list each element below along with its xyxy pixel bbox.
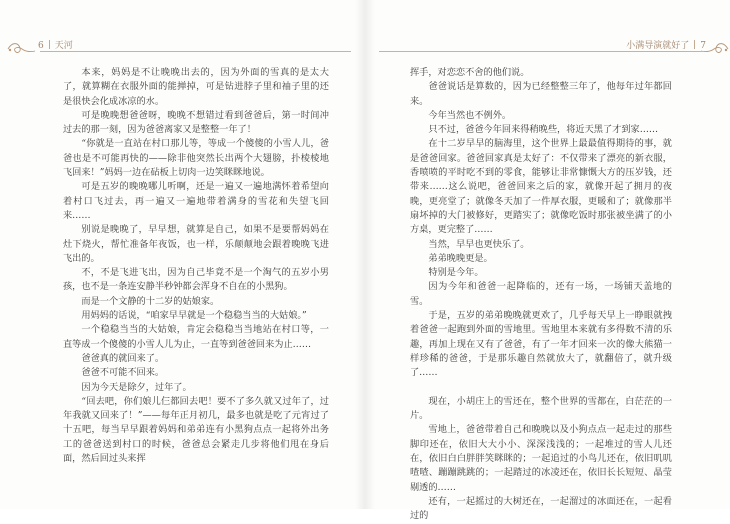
paragraph: 别说是晚晚了，早早想，就算是自己，如果不是要帮妈妈在灶下烧火，帮忙准备年夜饭，也一样，乐颠颠地会跟着晚晚飞进飞出的。 bbox=[63, 224, 329, 264]
paragraph: 因为今天是除夕，过年了。 bbox=[81, 381, 192, 393]
flourish-ornament-icon bbox=[6, 40, 36, 58]
paragraph: 爸爸真的就回来了。 bbox=[81, 352, 165, 364]
page-number: 7 bbox=[700, 41, 706, 51]
running-head-left bbox=[38, 38, 73, 51]
body-text bbox=[410, 66, 672, 524]
header-title: 天河 bbox=[54, 41, 73, 51]
paragraph: 只不过，爸爸今年回来得稍晚些，将近天黑了才到家…… bbox=[428, 124, 659, 136]
paragraph: 在十二岁早早的脑海里，这个世界上最最值得期待的事，就是爸爸回家。爸爸回家真是太好了：不仅带来了漂亮的新衣服，香喷喷的平时吃不到的零食，能够让非常慷慨大方的压岁钱，还带来……这么说吧，爸爸回来之后的家，就像开起了拥月的夜晚，更亮堂了；就像冬天加了一件厚衣服，更暖和了；就像那半扇坏掉的大门被修好，更踏实了；就像吃饭时那张被坐满了的小方桌，更完整了…… bbox=[410, 138, 672, 236]
paragraph: 本来，妈妈是不让晚晚出去的，因为外面的雪真的是太大了，就算糊在衣服外面的能掸掉，可是钻进脖子里和袖子里的还是很快会化成冰凉的水。 bbox=[63, 67, 329, 107]
book-gutter bbox=[355, 0, 375, 509]
paragraph: 爸爸说话是算数的，因为已经整整三年了，他每年过年都回来。 bbox=[410, 81, 672, 107]
paragraph: 可是五岁的晚晚哪儿听啊，还是一遍又一遍地满怀着希望向着村口飞过去，再一遍又一遍地带着满身的雪花和失望飞回来…… bbox=[63, 181, 329, 221]
paragraph: “回去吧，你们娘儿仨都回去吧！要不了多久就又过年了，过年我就又回来了！”——每年正月初几，最多也就是吃了元宵过了十五吧，每当早早跟着妈妈和弟弟连有小黑狗点点一起将外出务工的爸爸送到村口的时候，爸爸总会紧走几步将他们甩在身后面，然后回过头来挥 bbox=[63, 395, 329, 465]
paragraph: 不，不是飞进飞出，因为自己毕竟不是一个淘气的五岁小男孩，也不是一条连安静半秒钟都会浑身不自在的小黑狗。 bbox=[63, 267, 329, 293]
paragraph: 特别是今年。 bbox=[428, 267, 484, 279]
paragraph: 爸爸不可能不回来。 bbox=[81, 367, 165, 379]
paragraph: 而是一个文静的十二岁的姑娘家。 bbox=[81, 295, 220, 307]
paragraph: 一个稳稳当当的大姑娘，肯定会稳稳当当地站在村口等，一直等成一个傻傻的小雪人儿为止，一直等到爸爸回来为止…… bbox=[63, 324, 329, 350]
paragraph: 于是，五岁的弟弟晚晚就更欢了，几乎每天早上一睁眼就拽着爸爸一起跑到外面的雪地里。雪地里本来就有多得数不清的乐趣，再加上现在又有了爸爸，有了一年才回来一次的像大熊猫一样珍稀的爸爸，于是那乐趣自然就放大了，就翻倍了，就升级了…… bbox=[410, 310, 672, 379]
running-head-right bbox=[626, 38, 706, 51]
header-title: 小满导演就好了 bbox=[626, 41, 690, 51]
left-page bbox=[0, 0, 365, 509]
paragraph: 挥手，对恋恋不舍的他们说。 bbox=[410, 67, 530, 78]
paragraph: 今年当然也不例外。 bbox=[428, 109, 512, 121]
paragraph: 现在，小胡庄上的雪还在，整个世界的雪都在，白茫茫的一片。 bbox=[410, 395, 672, 422]
right-page bbox=[365, 0, 730, 522]
header-rule bbox=[40, 51, 351, 52]
page-number: 6 bbox=[38, 41, 44, 51]
paragraph: 可是晚晚想爸爸呀，晚晚不想错过看到爸爸后，第一时间冲过去的那一刻，因为爸爸离家又是整整一年了！ bbox=[63, 109, 329, 136]
paragraph: 雪地上，爸爸带着自己和晚晚以及小狗点点一起走过的那些脚印还在，依旧大大小小、深深浅浅的；一起堆过的雪人儿还在，依旧白白胖胖笑眯眯的；一起追过的小鸟儿还在，依旧叽叽喳喳、蹦蹦跳跳的；一起踏过的冰凌还在，依旧长长短短、晶莹剔透的…… bbox=[410, 424, 672, 493]
paragraph: 弟弟晚晚更是。 bbox=[428, 252, 493, 264]
paragraph: 还有，一起摇过的大树还在，一起溜过的冰面还在，一起看过的 bbox=[410, 495, 672, 522]
paragraph: 用妈妈的话说，“咱家早早就是一个稳稳当当的大姑娘。” bbox=[81, 310, 307, 322]
header-rule bbox=[379, 51, 704, 52]
paragraph: “你就是一直站在村口那儿等，等成一个傻傻的小雪人儿，爸爸也是不可能再快的——除非他突然长出两个大翅膀，扑棱棱地飞回来！”妈妈一边在砧板上切肉一边笑眯眯地说。 bbox=[63, 138, 329, 179]
paragraph: 当然，早早也更快乐了。 bbox=[428, 238, 530, 250]
body-text bbox=[63, 66, 329, 466]
paragraph: 因为今年和爸爸一起降临的，还有一场，一场铺天盖地的雪。 bbox=[410, 281, 672, 307]
